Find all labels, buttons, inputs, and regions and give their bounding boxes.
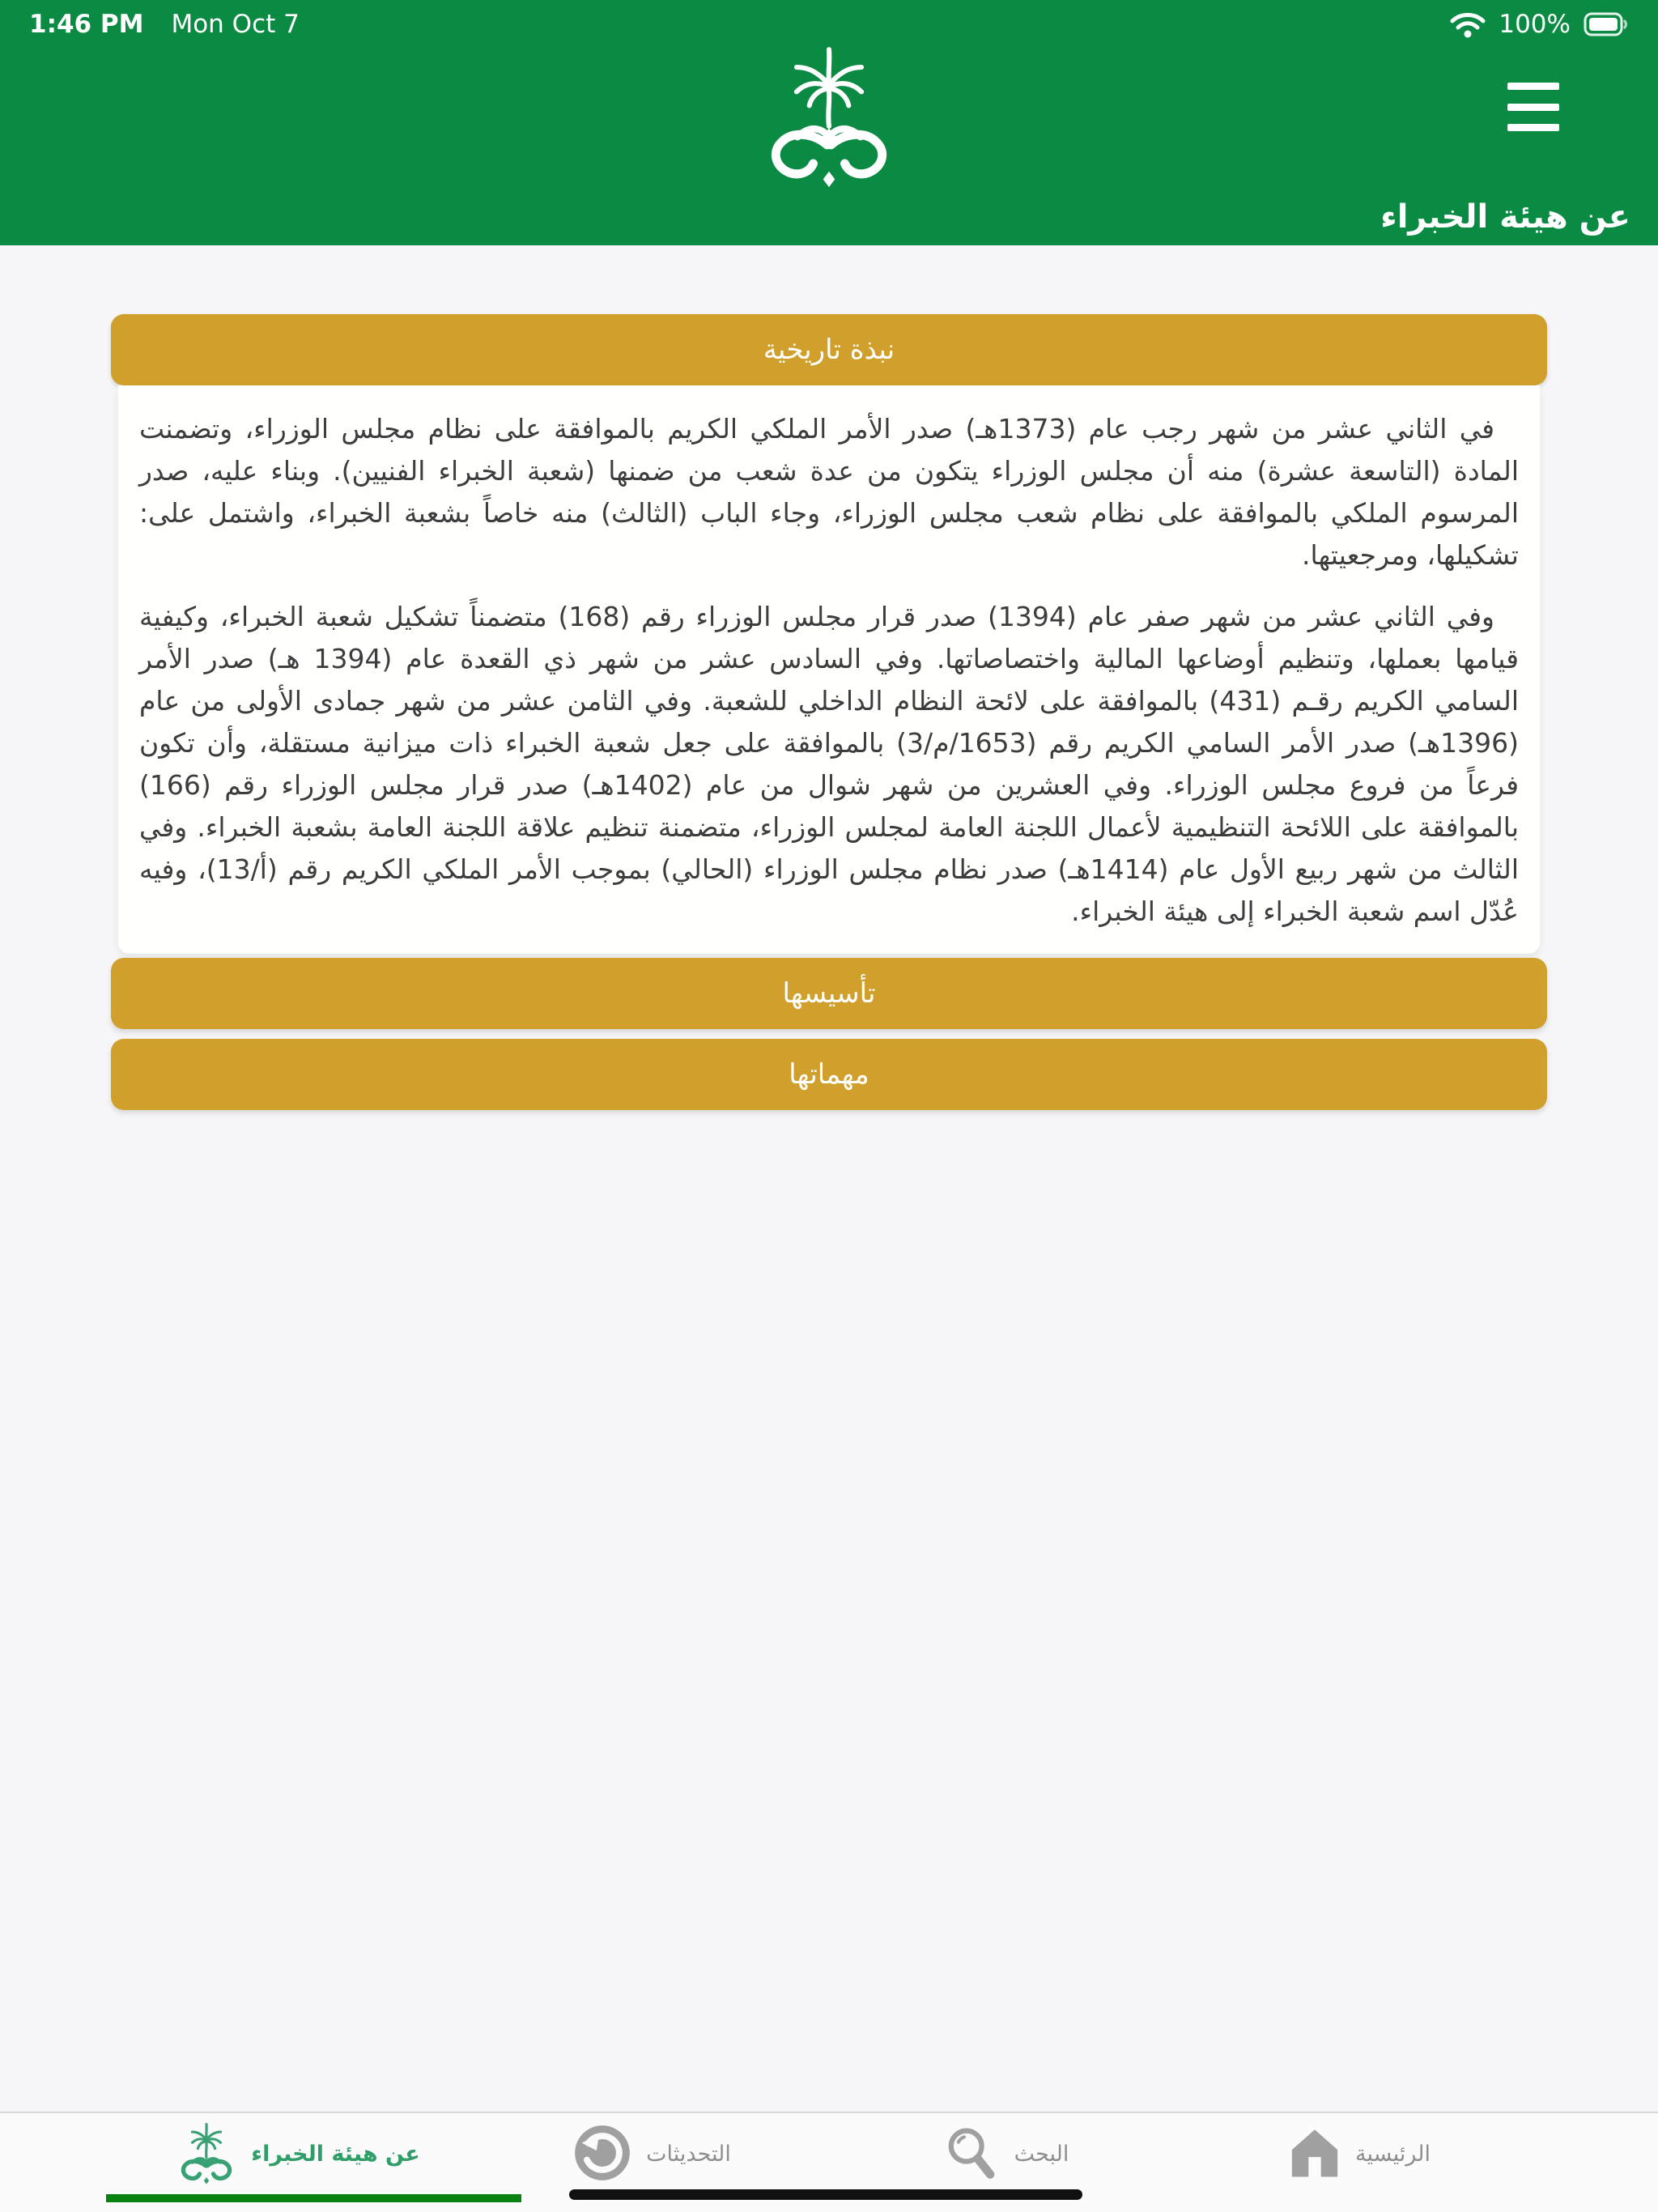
page-title: عن هيئة الخبراء xyxy=(1380,198,1630,236)
wifi-icon xyxy=(1450,11,1486,38)
status-right xyxy=(1450,10,1629,39)
missions-button[interactable]: مهماتها xyxy=(111,1039,1547,1110)
battery-icon xyxy=(1584,10,1629,39)
boe-palm-logo xyxy=(760,40,898,194)
app-header xyxy=(0,0,1658,245)
menu-bar xyxy=(1507,104,1559,111)
refresh-icon xyxy=(573,2124,631,2185)
bottom-tab-bar xyxy=(0,2112,1658,2212)
tab-label: البحث xyxy=(1014,2142,1069,2167)
status-bar xyxy=(0,5,1658,44)
history-paragraph-1: في الثاني عشر من شهر رجب عام (1373هـ) صدر الأمر الملكي الكريم بالموافقة على نظام مجلس الوزراء، وتضمنت المادة (التاسعة عشرة) منه أن مجلس الوزراء يتكون من عدة شعب من ضمنها (شعبة الخبراء الفنيين). وبناء عليه، صدر المرسوم الملكي بالموافقة على نظام شعب مجلس الوزراء، وجاء الباب (الثالث) منه خاصاً بشعبة الخبراء، واشتمل على: تشكيلها، ومرجعيتها. xyxy=(139,413,1519,571)
menu-bar xyxy=(1507,124,1559,131)
home-indicator[interactable] xyxy=(569,2189,1082,2200)
palm-emblem-icon xyxy=(176,2121,236,2189)
tab-label: عن هيئة الخبراء xyxy=(251,2142,420,2167)
history-card xyxy=(118,385,1540,954)
menu-bar xyxy=(1507,83,1559,90)
search-icon xyxy=(943,2124,1000,2185)
status-date: Mon Oct 7 xyxy=(171,10,300,39)
status-left xyxy=(29,10,300,39)
menu-button[interactable] xyxy=(1507,83,1559,131)
tab-label: الرئيسية xyxy=(1355,2142,1431,2167)
main-content xyxy=(0,245,1658,1110)
status-time: 1:46 PM xyxy=(29,10,144,39)
battery-percent: 100% xyxy=(1499,10,1571,39)
tab-label: التحديثات xyxy=(646,2142,731,2167)
active-tab-indicator xyxy=(106,2194,521,2202)
section-header-history[interactable]: نبذة تاريخية xyxy=(111,314,1547,385)
establishment-button[interactable]: تأسيسها xyxy=(111,958,1547,1029)
home-icon xyxy=(1289,2126,1341,2183)
history-paragraph-2: وفي الثاني عشر من شهر صفر عام (1394) صدر قرار مجلس الوزراء رقم (168) متضمناً تشكيل شعبة الخبراء، وكيفية قيامها بعملها، وتنظيم أوضاعها المالية واختصاصاتها. وفي السادس عشر من شهر ذي القعدة عام (1394 هـ) صدر الأمر السامي الكريم رقـم (431) بالموافقة على لائحة النظام الداخلي للشعبة. وفي الثامن عشر من شهر جمادى الأولى من عام (1396هـ) صدر الأمر السامي الكريم رقم (1653/م/3) بالموافقة على جعل شعبة الخبراء ذات ميزانية مستقلة، وأن تكون فرعاً من فروع مجلس الوزراء. وفي العشرين من شهر شوال من عام (1402هـ) صدر قرار مجلس الوزراء رقم (166) بالموافقة على اللائحة التنظيمية لأعمال اللجنة العامة لمجلس الوزراء، متضمنة تنظيم علاقة اللجنة العامة بشعبة الخبراء. وفي الثالث من شهر ربيع الأول عام (1414هـ) صدر نظام مجلس الوزراء (الحالي) بموجب الأمر الملكي الكريم رقم (أ/13)، وفيه عُدّل اسم شعبة الخبراء إلى هيئة الخبراء. xyxy=(139,601,1519,927)
tab-home[interactable] xyxy=(1183,2113,1537,2212)
